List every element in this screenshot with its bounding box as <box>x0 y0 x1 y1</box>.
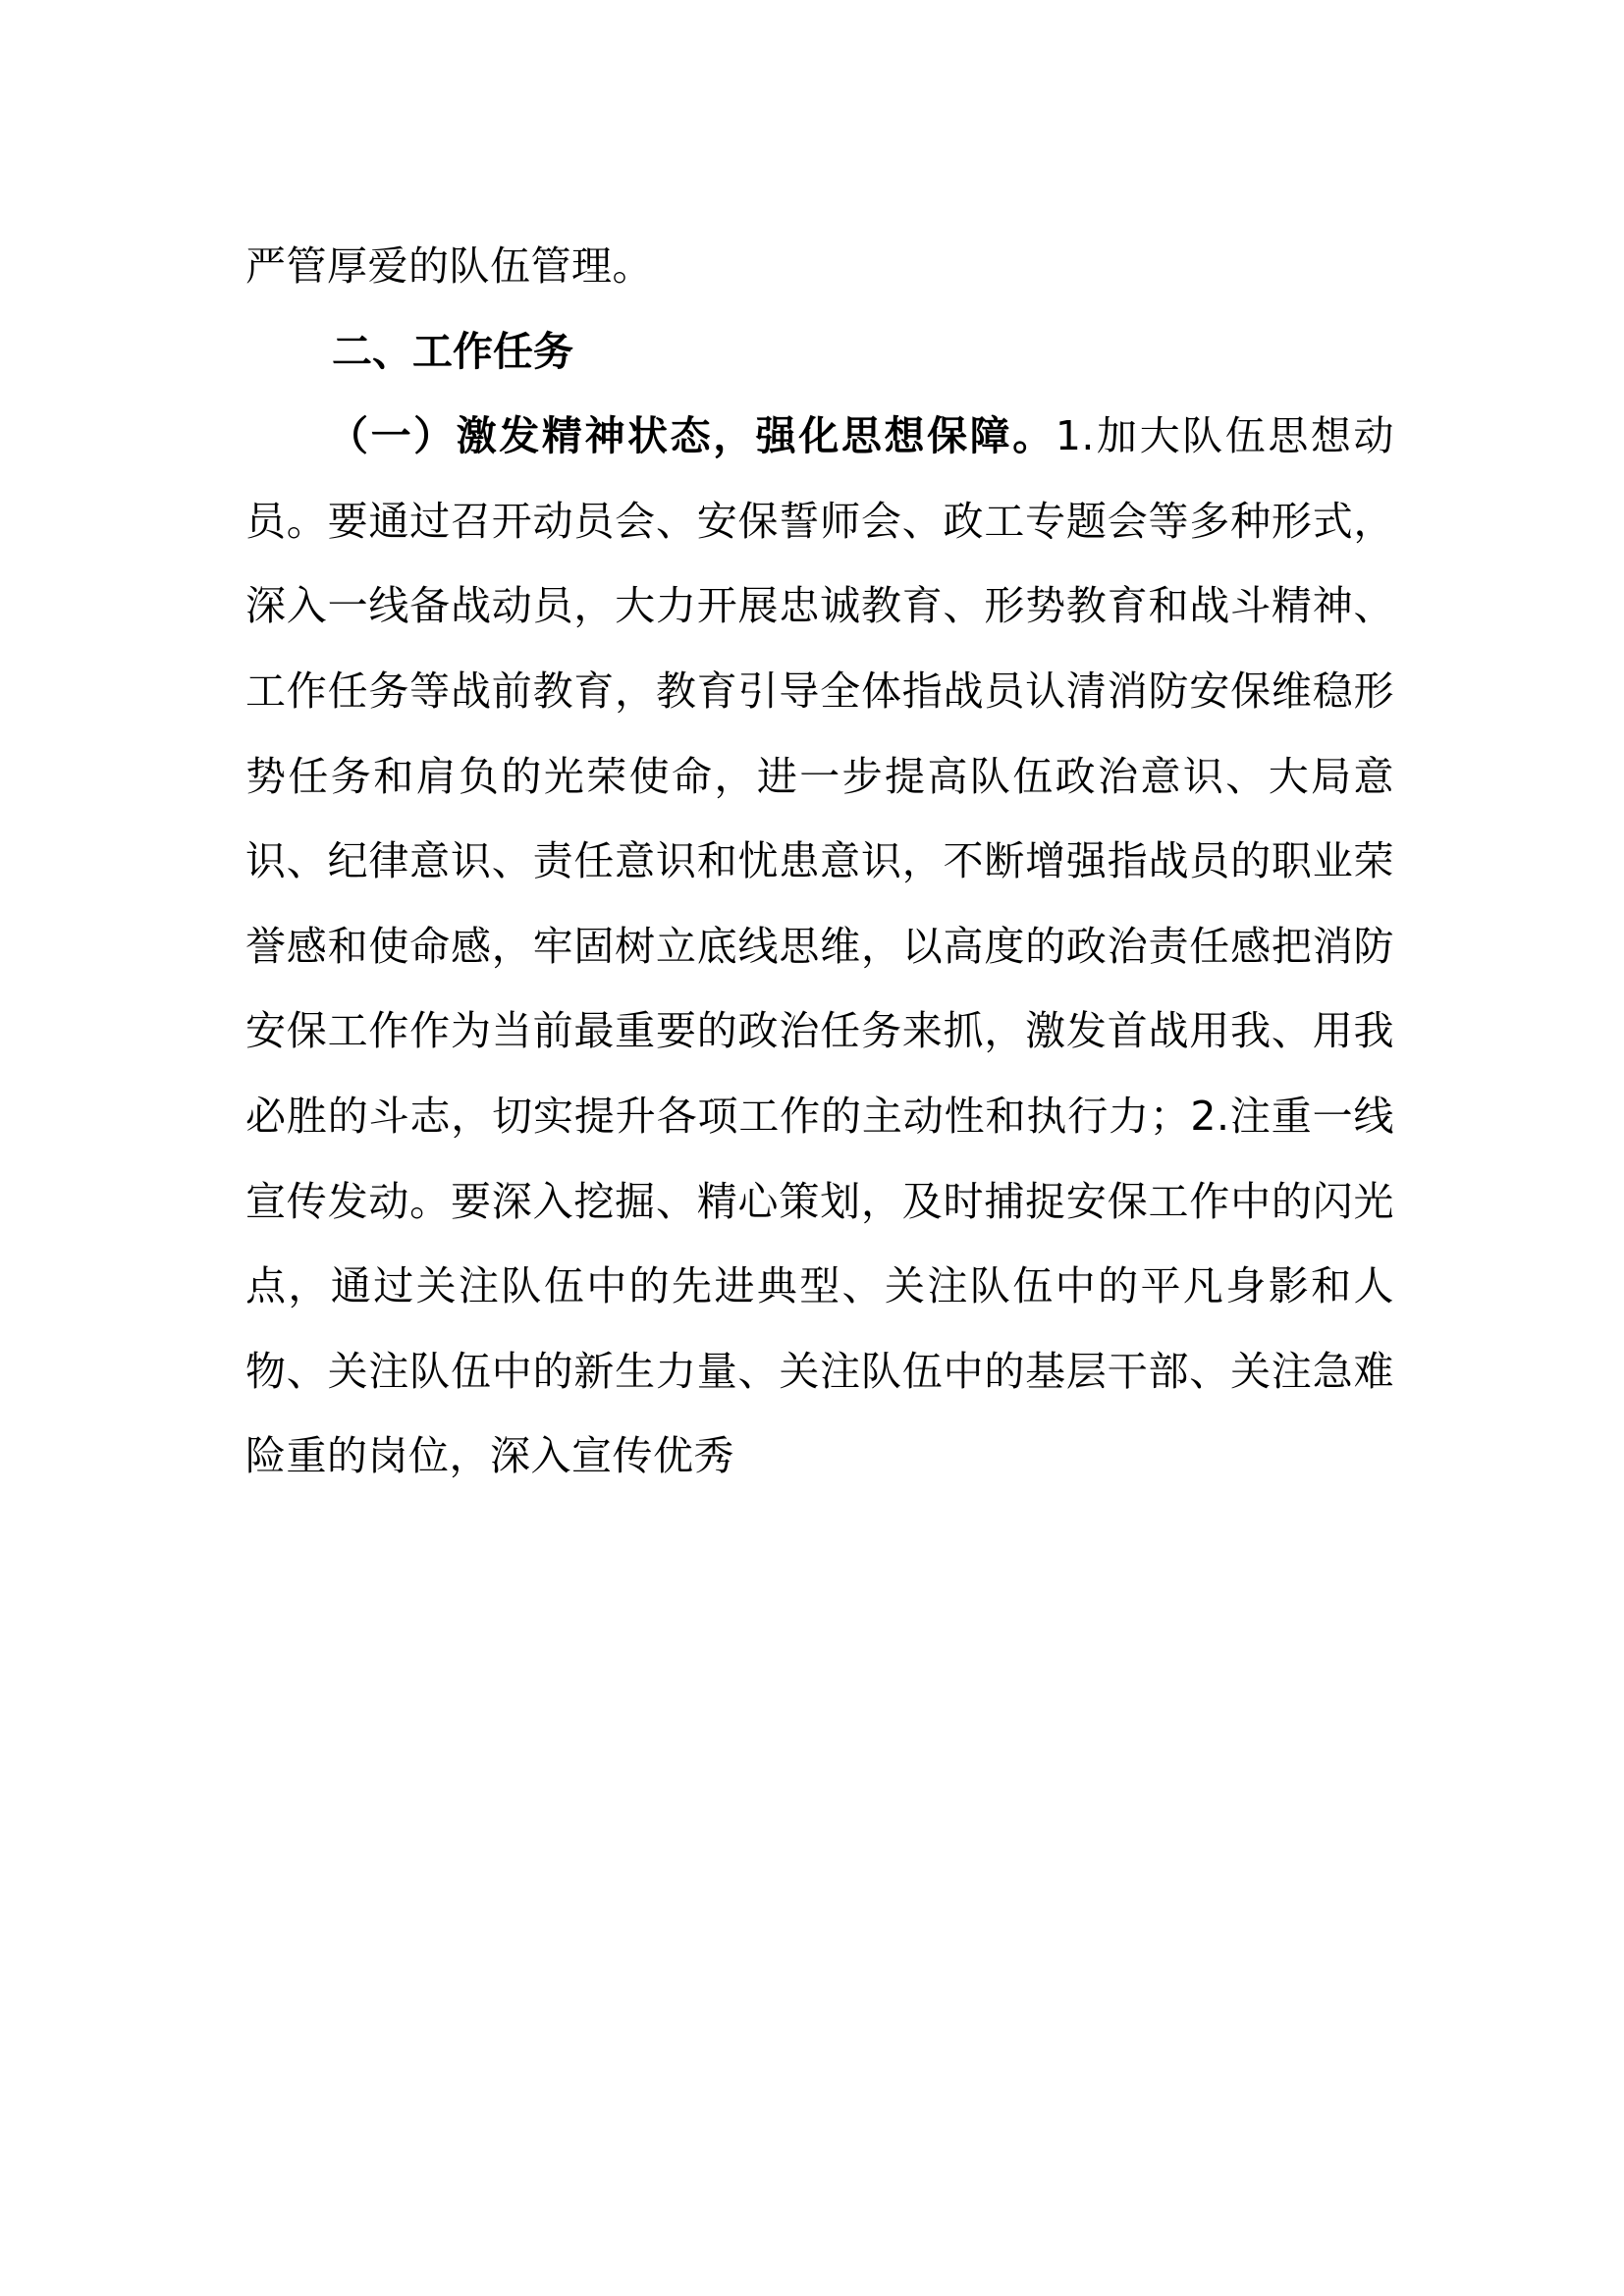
subsection-body: 1.加大队伍思想动员。要通过召开动员会、安保誓师会、政工专题会等多种形式，深入一线备战动员，大力开展忠诚教育、形势教育和战斗精神、工作任务等战前教育，教育引导全体指战员认清消防安保维稳形势任务和肩负的光荣使命，进一步提高队伍政治意识、大局意识、纪律意识、责任意识和忧患意识，不断增强指战员的职业荣誉感和使命感，牢固树立底线思维，以高度的政治责任感把消防安保工作作为当前最重要的政治任务来抓，激发首战用我、用我必胜的斗志，切实提升各项工作的主动性和执行力；2.注重一线宣传发动。要深入挖掘、精心策划，及时捕捉安保工作中的闪光点，通过关注队伍中的先进典型、关注队伍中的平凡身影和人物、关注队伍中的新生力量、关注队伍中的基层干部、关注急难险重的岗位，深入宣传优秀 <box>245 412 1394 1480</box>
document-page <box>245 224 1394 1499</box>
section-heading: 二、工作任务 <box>332 327 573 375</box>
subsection-paragraph <box>245 394 1394 1499</box>
subsection-bold-lead: （一）激发精神状态，强化思想保障。 <box>328 412 1056 460</box>
continuation-paragraph: 严管厚爱的队伍管理。 <box>245 242 653 290</box>
